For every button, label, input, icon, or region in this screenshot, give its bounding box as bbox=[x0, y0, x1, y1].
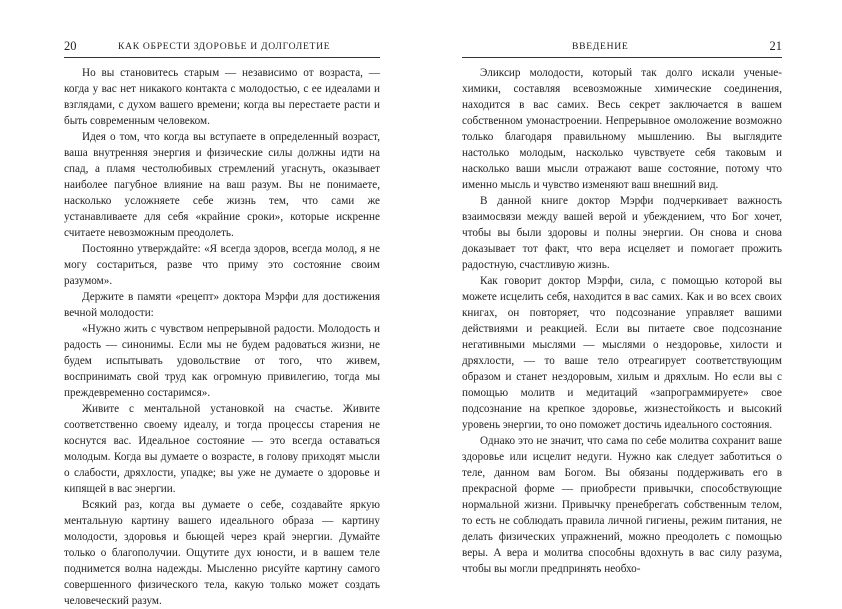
paragraph: В данной книге доктор Мэрфи подчеркивает важность взаимосвязи между вашей верой и убеждением, что Бог хочет, чтобы вы были здоровы и полны энергии. Он снова и снова доказывает тот факт, что вера исцеляет и помогает прожить радостную, счастливую жизнь. bbox=[462, 195, 782, 271]
left-page-header bbox=[64, 37, 380, 58]
paragraph: Постоянно утверждайте: «Я всегда здоров, всегда молод, я не могу состариться, разве что приму это состояние своим разумом». bbox=[64, 243, 380, 287]
paragraph: Как говорит доктор Мэрфи, сила, с помощью которой вы можете исцелить себя, находится в вас самих. Как и во всех своих книгах, он повторяет, что подсознание управляет вашими действиями и реакцией. Если вы питаете свое подсознание негативными мыслями — мыслями о нездоровье, хилости и дряхлости, — то ваше тело отреагирует соответствующим образом и станет нездоровым, хилым и дряхлым. Но если вы с помощью молитв и медитаций «запрограммируете» свое подсознание на крепкое здоровье, жизнестойкость и высокий уровень энергии, то оно поможет достичь идеального состояния. bbox=[462, 275, 782, 431]
left-page-number: 20 bbox=[64, 39, 77, 53]
right-page-body bbox=[462, 65, 782, 577]
paragraph: Эликсир молодости, который так долго искали ученые-химики, составляя всевозможные химические соединения, находится в вас самих. Весь секрет заключается в вашем собственном умонастроении. Непрерывное омоложение возможно только благодаря правильному мышлению. Вы выглядите настолько молодым, насколько чувствуете себя таковым и насколько ваши мысли отражают ваше состояние, потому что именно мысль и чувство изменяют ваш внешний вид. bbox=[462, 67, 782, 191]
paragraph: Однако это не значит, что сама по себе молитва сохранит ваше здоровье или исцелит недуги. Нужно как следует заботиться о теле, данном вам Богом. Вы обязаны поддерживать его в прекрасной форме — приобрести привычки, способствующие нормальной жизни. Привычку пренебрегать собственным телом, то есть не соблюдать правила личной гигиены, режим питания, не делать физических упражнений, можно преодолеть с помощью веры. А вера и молитва способны вдохнуть в вас силу разума, чтобы вы могли предпринять необхо- bbox=[462, 435, 782, 575]
right-page bbox=[421, 0, 842, 595]
paragraph: Всякий раз, когда вы думаете о себе, создавайте яркую ментальную картину вашего идеального образа — картину молодости, здоровья и бьющей через край энергии. Думайте только о благополучии. Ощутите дух юности, и в вашем теле поднимется волна надежды. Мысленно рисуйте картину самого совершенного физического тела, какую только может создать человеческий разум. bbox=[64, 499, 380, 607]
left-page bbox=[0, 0, 421, 607]
right-page-header bbox=[462, 37, 782, 58]
paragraph: «Нужно жить с чувством непрерывной радости. Молодость и радость — синонимы. Если мы не будем радоваться жизни, не будем испытывать удовольствие от того, что живем, воспринимать свой труд как огромную привилегию, тогда мы преждевременно состаримся». bbox=[64, 323, 380, 399]
left-running-title: КАК ОБРЕСТИ ЗДОРОВЬЕ И ДОЛГОЛЕТИЕ bbox=[118, 41, 331, 52]
right-running-title: ВВЕДЕНИЕ bbox=[572, 41, 629, 52]
paragraph: Идея о том, что когда вы вступаете в определенный возраст, ваша внутренняя энергия и физические силы должны идти на спад, а пламя честолюбивых стремлений угаснуть, оказывает наиболее пагубное влияние на ваш разум. Вы не понимаете, насколько усложняете себе жизнь тем, что сами же устанавливаете для себя «крайние сроки», которые искренне считаете невозможным преодолеть. bbox=[64, 131, 380, 239]
left-page-body bbox=[64, 65, 380, 609]
right-page-number: 21 bbox=[769, 39, 782, 53]
paragraph: Но вы становитесь старым — независимо от возраста, — когда у вас нет никакого контакта с молодостью, с ее идеалами и взглядами, с духом вашего времени; когда вы перестаете расти и быть современным человеком. bbox=[64, 67, 380, 127]
paragraph: Держите в памяти «рецепт» доктора Мэрфи для достижения вечной молодости: bbox=[64, 291, 380, 319]
paragraph: Живите с ментальной установкой на счастье. Живите соответственно своему идеалу, и тогда процессы старения не коснутся вас. Идеальное состояние — это всегда оставаться молодым. Когда вы думаете о возрасте, в голову приходят мысли о слабости, дряхлости, упадке; вы уже не думаете о здоровье и кипящей в вас энергии. bbox=[64, 403, 380, 495]
